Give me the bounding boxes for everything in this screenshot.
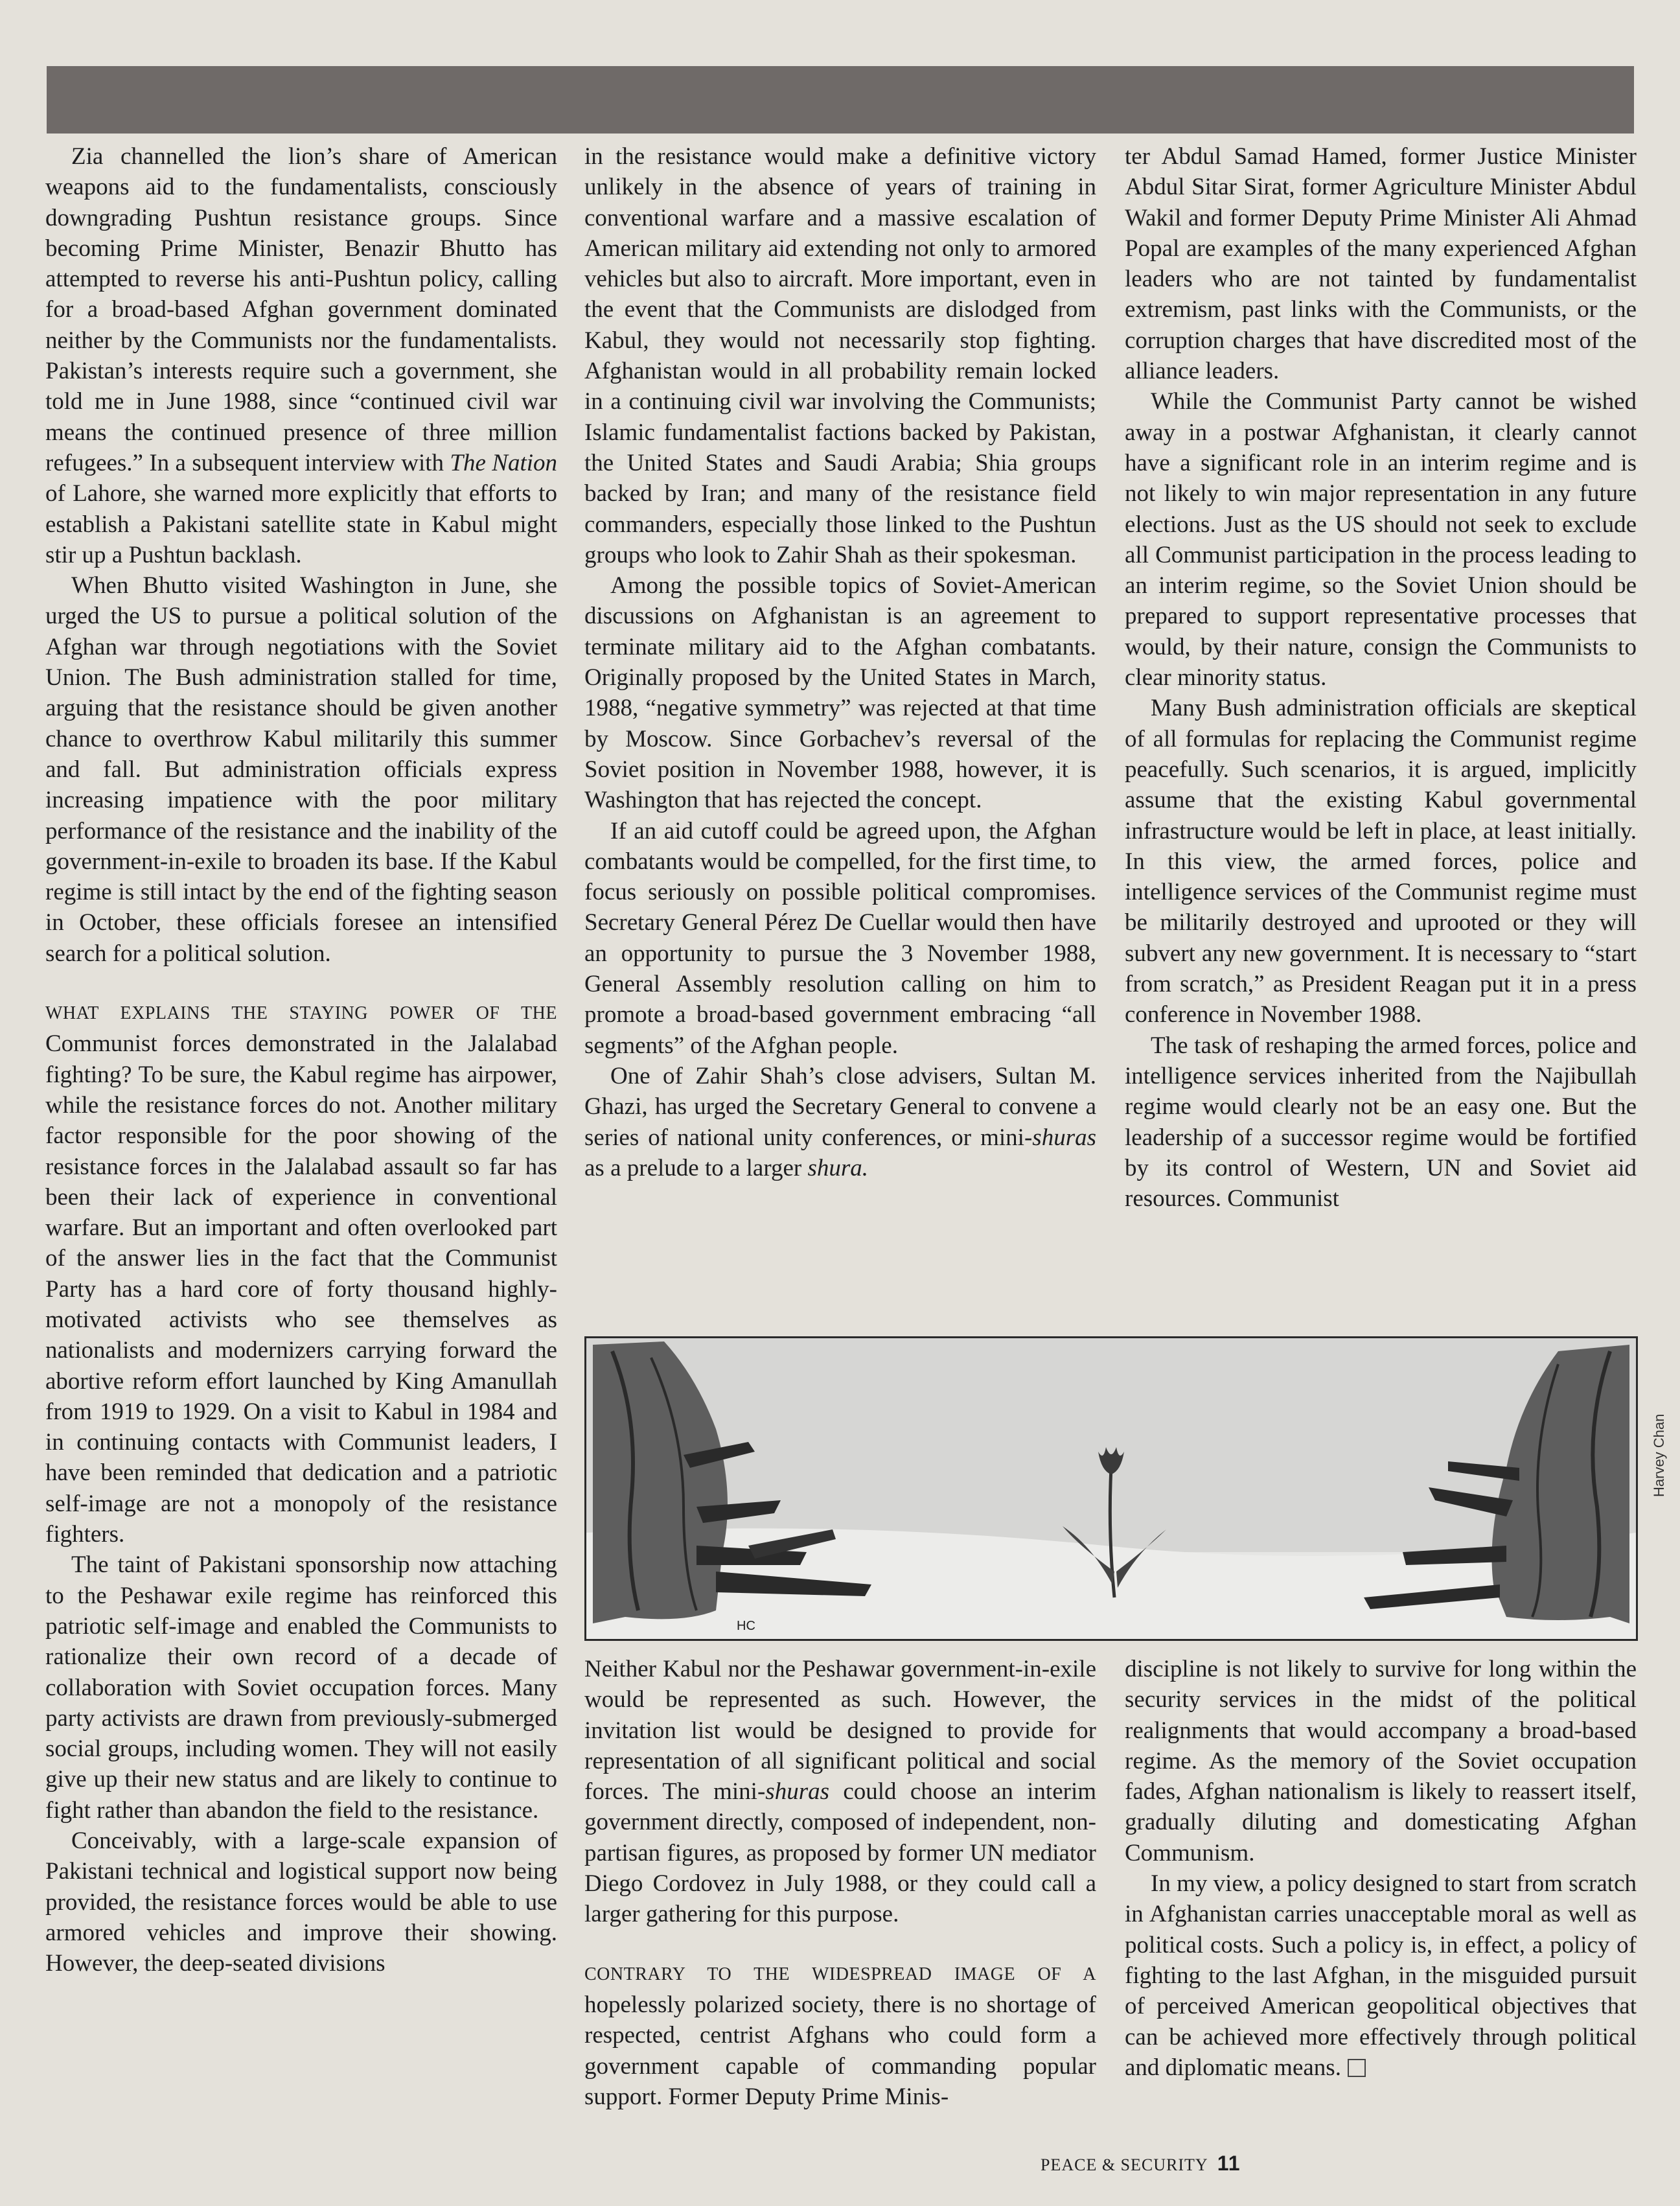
paragraph: Zia channelled the lion’s share of American weapons aid to the fundamentalists, consciously downgrading Pushtun resistance groups. Since becoming Prime Minister, Benazir Bhutto has attempted to reverse his anti-Pushtun policy, calling for a broad-based Afghan government dominated neither by the Communists nor the fundamentalists. Pakistan’s interests require such a government, she told me in June 1988, since “continued civil war means the continued presence of three million refugees.” In a subsequent interview with The Nation of Lahore, she warned more explicitly that efforts to establish a Pakistani satellite state in Kabul might stir up a Pushtun backlash.: [45, 143, 557, 568]
paragraph: The taint of Pakistani sponsorship now attaching to the Peshawar exile regime has reinforced this patriotic self-image and enabled the Communists to rationalize their own record of a decade of collaboration with Soviet occupation forces. Many party activists are drawn from previously-submerged social groups, including women. They will not easily give up their new status and are likely to continue to fight rather than abandon the field to the resistance.: [45, 1551, 557, 1824]
paragraph: in the resistance would make a definitive victory unlikely in the absence of years of training in conventional warfare and a massive escalation of American military aid extending not only to armored vehicles but also to aircraft. More important, even in the event that the Communists are dislodged from Kabul, they would not necessarily stop fighting. Afghanistan would in all probability remain locked in a continuing civil war involving the Communists; Islamic fundamentalist factions backed by Pakistan, the United States and Saudi Arabia; Shia groups backed by Iran; and many of the resistance field commanders, especially those linked to the Pushtun groups who look to Zahir Shah as their spokesman.: [584, 143, 1096, 568]
section-lead-paragraph: CONTRARY TO THE WIDESPREAD IMAGE OF A hopelessly polarized society, there is no shortage of respected, centrist Afghans who could form a government capable of commanding popular support. Former Deputy Prime Minis-: [584, 1964, 1096, 2110]
paragraph: Conceivably, with a large-scale expansion of Pakistani technical and logistical support now being provided, the resistance forces would be able to use armored vehicles and improve their showing. However, the deep-seated divisions: [45, 1828, 557, 1977]
paragraph: Among the possible topics of Soviet-American discussions on Afghanistan is an agreement to terminate military aid to the Afghan combatants. Originally proposed by the United States in March, 1988, “negative symmetry” was rejected at that time by Moscow. Since Gorbachev’s reversal of the Soviet position in November 1988, however, it is Washington that has rejected the concept.: [584, 572, 1096, 814]
cartoon-illustration: [584, 1336, 1638, 1641]
page-footer: [1041, 2152, 1241, 2176]
publication-name: PEACE & SECURITY: [1041, 2155, 1208, 2174]
paragraph: While the Communist Party cannot be wished away in a postwar Afghanistan, it clearly cannot have a significant role in an interim regime and is not likely to win major representation in any future elections. Just as the US should not seek to exclude all Communist participation in the process leading to an interim regime, so the Soviet Union should be prepared to support representative processes that would, by their nature, consign the Communists to clear minority status.: [1125, 388, 1637, 691]
paragraph: Neither Kabul nor the Peshawar government-in-exile would be represented as such. However, the invitation list would be designed to provide for representation of all significant political and social forces. The mini-shuras could choose an interim government directly, composed of independent, non-partisan figures, as proposed by former UN mediator Diego Cordovez in July 1988, or they could call a larger gathering for this purpose.: [584, 1656, 1097, 1928]
end-of-article-mark: [1348, 2059, 1366, 2077]
article-column-3: [1125, 141, 1637, 1214]
paragraph: Many Bush administration officials are skeptical of all formulas for replacing the Communist regime peacefully. Such scenarios, it is argued, implicitly assume that the existing Kabul governmental infrastructure would be left in place, at least initially. In this view, the armed forces, police and intelligence services of the Communist regime must be militarily destroyed and uprooted or they will subvert any new government. It is necessary to “start from scratch,” as President Reagan put it in a press conference in November 1988.: [1125, 695, 1637, 1028]
paragraph: The task of reshaping the armed forces, police and intelligence services inherited from the Najibullah regime would clearly not be an easy one. But the leadership of a successor regime would be fortified by its control of Western, UN and Soviet aid resources. Communist: [1125, 1032, 1637, 1213]
paragraph: In my view, a policy designed to start from scratch in Afghanistan carries unacceptable moral as well as political costs. Such a policy is, in effect, a policy of fighting to the last Afghan, in the misguided pursuit of perceived American geopolitical objectives that can be achieved more effectively through political and diplomatic means.: [1125, 1870, 1637, 2081]
paragraph: ter Abdul Samad Hamed, former Justice Minister Abdul Sitar Sirat, former Agriculture Minister Abdul Wakil and former Deputy Prime Minister Ali Ahmad Popal are examples of the many experienced Afghan leaders who are not tainted by fundamentalist extremism, past links with the Communists, or the corruption charges that have discredited most of the alliance leaders.: [1125, 143, 1637, 385]
paragraph: If an aid cutoff could be agreed upon, the Afghan combatants would be compelled, for the first time, to focus seriously on possible political compromises. Secretary General Pérez De Cuellar would then have an opportunity to pursue the 3 November 1988, General Assembly resolution calling on him to promote a broad-based government embracing “all segments” of the Afghan people.: [584, 817, 1096, 1059]
article-column-3-continued: [1125, 1654, 1637, 2083]
article-column-2: [584, 141, 1096, 1183]
small-caps-lead: WHAT EXPLAINS THE STAYING POWER OF THE: [45, 1003, 557, 1024]
paragraph: One of Zahir Shah’s close advisers, Sultan M. Ghazi, has urged the Secretary General to convene a series of national unity conferences, or mini-shuras as a prelude to a larger shura.: [584, 1062, 1096, 1181]
section-lead-paragraph: WHAT EXPLAINS THE STAYING POWER OF THE Communist forces demonstrated in the Jalalabad fighting? To be sure, the Kabul regime has airpower, while the resistance forces do not. Another military factor responsible for the poor showing of the resistance forces in the Jalalabad assault so far has been their lack of experience in conventional warfare. But an important and often overlooked part of the answer lies in the fact that the Communist Party has a hard core of forty thousand highly-motivated activists who see themselves as nationalists and modernizers carrying forward the abortive reform effort launched by King Amanullah from 1919 to 1929. On a visit to Kabul in 1984 and in continuing contacts with Communist leaders, I have been reminded that dedication and a patriotic self-image are not a monopoly of the resistance fighters.: [45, 1003, 557, 1548]
cartoon-signature: HC: [737, 1619, 755, 1633]
small-caps-lead: CONTRARY TO THE WIDESPREAD IMAGE OF A: [584, 1964, 1096, 1984]
paragraph: discipline is not likely to survive for long within the security services in the midst of the political realignments that would accompany a broad-based regime. As the memory of the Soviet occupation fades, Afghan nationalism is likely to reassert itself, gradually diluting and domesticating Afghan Communism.: [1125, 1656, 1637, 1866]
page-number: 11: [1217, 2152, 1241, 2175]
header-band: [47, 66, 1634, 134]
article-column-1: [45, 141, 557, 1979]
article-column-2-continued: [584, 1654, 1096, 2112]
illustration-credit: Harvey Chan: [1651, 1413, 1667, 1497]
paragraph: When Bhutto visited Washington in June, she urged the US to pursue a political solution of the Afghan war through negotiations with the Soviet Union. The Bush administration stalled for time, arguing that the resistance should be given another chance to overthrow Kabul militarily this summer and fall. But administration officials express increasing impatience with the poor military performance of the resistance and the inability of the government-in-exile to broaden its base. If the Kabul regime is still intact by the end of the fighting season in October, these officials foresee an intensified search for a political solution.: [45, 572, 557, 967]
